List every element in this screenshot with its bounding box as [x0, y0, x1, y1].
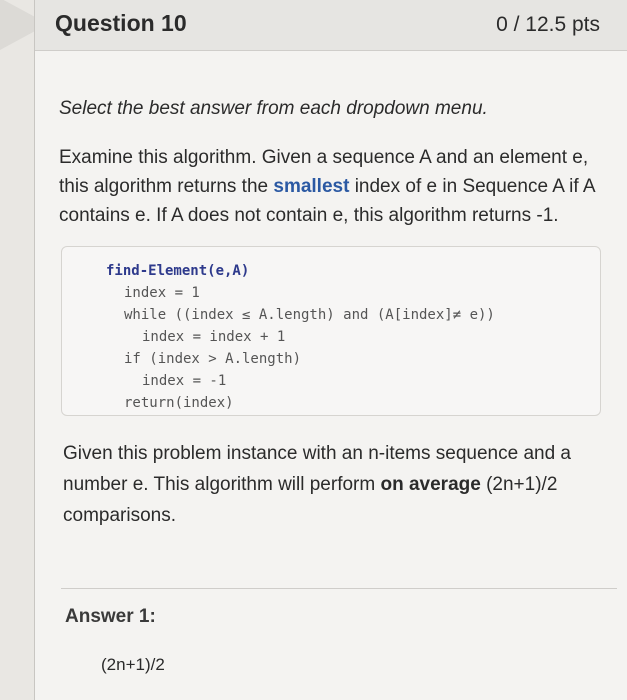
divider: [61, 588, 617, 589]
given-text-end: (2n+1)/2 comparisons.: [63, 474, 558, 526]
answer-value: (2n+1)/2: [101, 655, 165, 674]
given-text: Given this problem instance with an n-items sequence and a number e. This algorithm will perform: [63, 443, 571, 495]
code-line: index = index + 1: [142, 329, 286, 345]
description-highlight: smallest: [273, 176, 350, 197]
code-line: if (index > A.length): [124, 351, 302, 367]
question-instruction: Select the best answer from each dropdown menu.: [59, 98, 488, 119]
question-card: [34, 0, 627, 700]
answer-label: Answer 1:: [65, 606, 156, 627]
description-text-end: index of e in Sequence A if A contains e. If A does not contain e, this algorithm returns -1.: [59, 176, 595, 226]
code-line: while ((index ≤ A.length) and (A[index]≠ e)): [124, 307, 495, 323]
question-header: [35, 0, 627, 51]
question-description: [59, 143, 599, 230]
code-line: find-Element(e,A): [106, 263, 250, 279]
given-bold: on average: [380, 474, 481, 495]
code-line: return(index): [124, 395, 234, 411]
question-title: Question 10: [55, 10, 187, 36]
code-line: index = 1: [124, 285, 200, 301]
code-line: index = -1: [142, 373, 227, 389]
question-points: 0 / 12.5 pts: [496, 13, 600, 36]
description-text: Examine this algorithm. Given a sequence A and an element e, this algorithm returns the: [59, 147, 589, 197]
question-given: [63, 438, 593, 531]
code-block: [61, 246, 601, 416]
